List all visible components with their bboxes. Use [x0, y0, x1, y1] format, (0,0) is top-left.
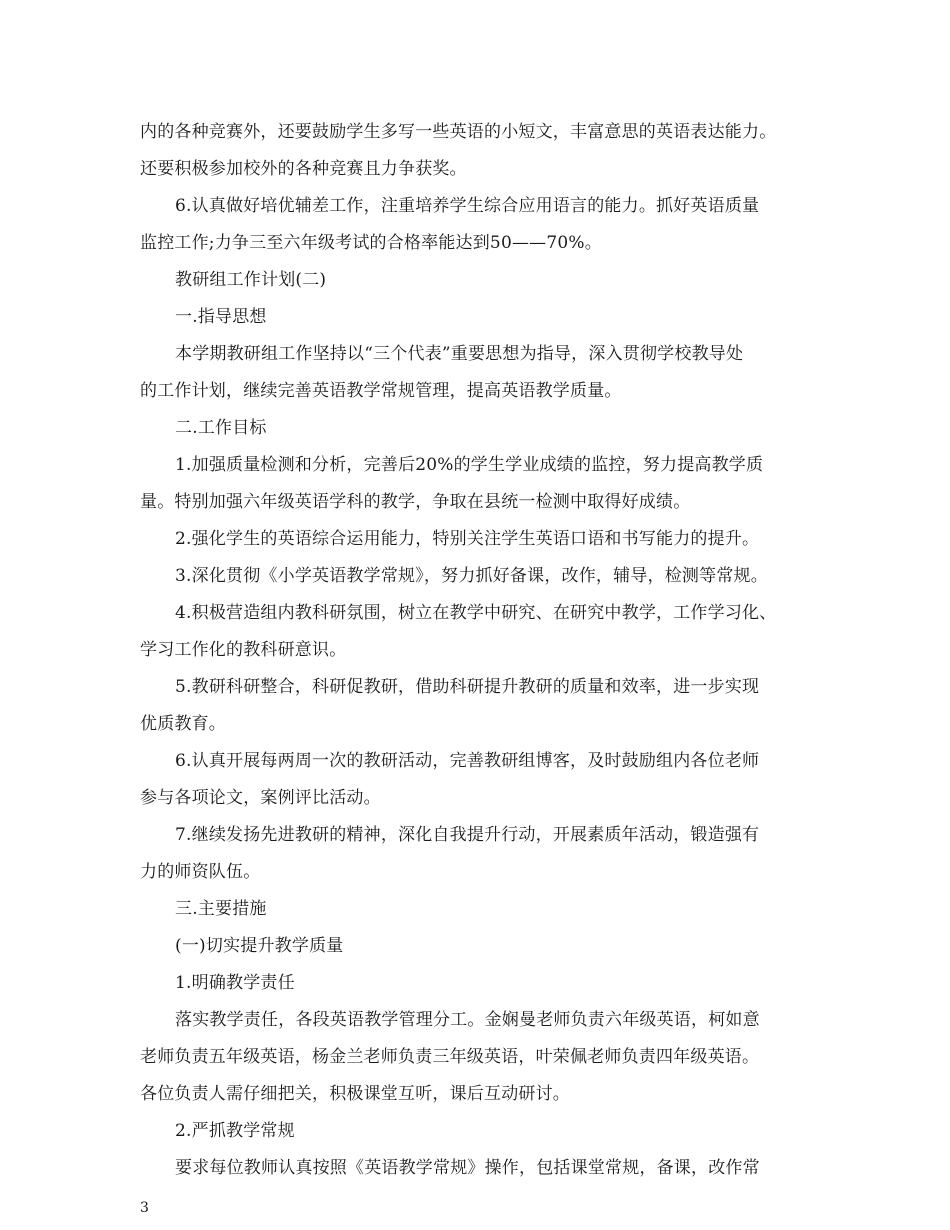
- text-line: 学习工作化的教科研意识。: [140, 640, 347, 660]
- text-line: 3.深化贯彻《小学英语教学常规》，努力抓好备课，改作，辅导，检测等常规。: [175, 566, 768, 586]
- text-line: 6.认真开展每两周一次的教研活动，完善教研组博客，及时鼓励组内各位老师: [175, 751, 760, 771]
- section-heading: 教研组工作计划(二): [175, 270, 327, 290]
- text-line: 各位负责人需仔细把关，积极课堂互听，课后互动研讨。: [140, 1084, 570, 1104]
- text-line: 参与各项论文，案例评比活动。: [140, 788, 381, 808]
- text-line: 本学期教研组工作坚持以“三个代表”重要思想为指导，深入贯彻学校教导处: [175, 344, 744, 364]
- page-number: 3: [140, 1200, 149, 1216]
- text-line: 1.加强质量检测和分析，完善后20%的学生学业成绩的监控，努力提高教学质: [175, 455, 764, 475]
- text-line: 量。特别加强六年级英语学科的教学，争取在县统一检测中取得好成绩。: [140, 492, 691, 512]
- section-heading: 三.主要措施: [175, 899, 267, 919]
- text-line: 力的师资队伍。: [140, 862, 261, 882]
- section-heading: (一)切实提升教学质量: [175, 936, 344, 956]
- section-heading: 二.工作目标: [175, 418, 267, 438]
- section-heading: 一.指导思想: [175, 307, 267, 327]
- text-line: 老师负责五年级英语，杨金兰老师负责三年级英语，叶荣佩老师负责四年级英语。: [140, 1047, 760, 1067]
- text-line: 监控工作;力争三至六年级考试的合格率能达到50——70%。: [140, 233, 602, 253]
- text-line: 内的各种竞赛外，还要鼓励学生多写一些英语的小短文，丰富意思的英语表达能力。: [140, 122, 777, 142]
- text-line: 2.强化学生的英语综合运用能力，特别关注学生英语口语和书写能力的提升。: [175, 529, 760, 549]
- text-line: 落实教学责任，各段英语教学管理分工。金娴曼老师负责六年级英语，柯如意: [175, 1010, 760, 1030]
- text-line: 5.教研科研整合，科研促教研，借助科研提升教研的质量和效率，进一步实现: [175, 677, 760, 697]
- text-line: 要求每位教师认真按照《英语教学常规》操作，包括课堂常规，备课，改作常: [175, 1158, 760, 1178]
- section-heading: 2.严抓教学常规: [175, 1121, 295, 1141]
- text-line: 优质教育。: [140, 714, 226, 734]
- text-line: 的工作计划，继续完善英语教学常规管理，提高英语教学质量。: [140, 381, 622, 401]
- text-line: 4.积极营造组内教科研氛围，树立在教学中研究、在研究中教学，工作学习化、: [175, 603, 777, 623]
- text-line: 6.认真做好培优辅差工作，注重培养学生综合应用语言的能力。抓好英语质量: [175, 196, 760, 216]
- section-heading: 1.明确教学责任: [175, 973, 295, 993]
- text-line: 7.继续发扬先进教研的精神，深化自我提升行动，开展素质年活动，锻造强有: [175, 825, 760, 845]
- text-line: 还要积极参加校外的各种竞赛且力争获奖。: [140, 159, 467, 179]
